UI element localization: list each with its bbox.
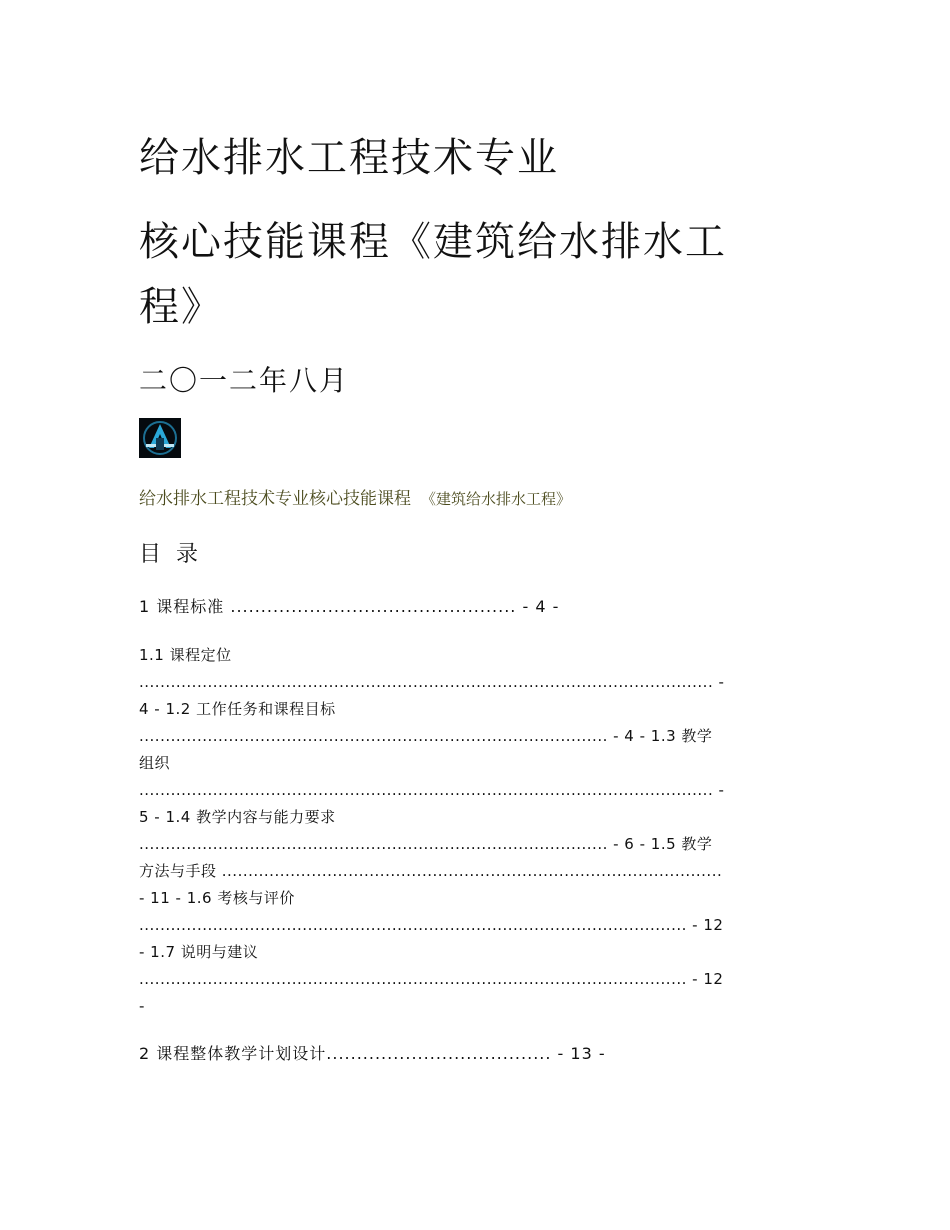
toc-line: ............................................................................................................. -	[139, 781, 725, 799]
toc-line: 1 课程标准 ............................................... - 4 -	[139, 597, 560, 616]
toc-line: ......................................................................................... - 4 - 1.3 教学	[139, 727, 713, 745]
toc-line: 4 - 1.2 工作任务和课程目标	[139, 700, 336, 718]
toc-line: ......................................................................................... - 6 - 1.5 教学	[139, 835, 713, 853]
cover-title-line-1: 给水排水工程技术专业	[139, 135, 559, 181]
toc-line: 方法与手段 ...............................................................................................	[139, 862, 723, 880]
emblem-logo-icon	[139, 418, 181, 458]
toc-line: 2 课程整体教学计划设计..................................... - 13 -	[139, 1044, 606, 1063]
toc-line: ........................................................................................................ - 12	[139, 970, 724, 988]
running-header-sub: 《建筑给水排水工程》	[421, 490, 572, 508]
toc-heading: 目 录	[139, 542, 202, 567]
running-header	[139, 488, 571, 510]
toc-line: -	[139, 997, 145, 1015]
cover-title-line-2: 核心技能课程《建筑给水排水工	[139, 219, 727, 265]
running-header-main: 给水排水工程技术专业核心技能课程	[139, 489, 411, 509]
cover-title-line-3: 程》	[139, 284, 223, 330]
toc-line: ............................................................................................................. -	[139, 673, 725, 691]
toc-line: 1.1 课程定位	[139, 646, 232, 664]
cover-date: 二〇一二年八月	[139, 364, 350, 397]
toc-line: - 1.7 说明与建议	[139, 943, 259, 961]
toc-line: 5 - 1.4 教学内容与能力要求	[139, 808, 336, 826]
toc-line: - 11 - 1.6 考核与评价	[139, 889, 295, 907]
toc-line: ........................................................................................................ - 12	[139, 916, 724, 934]
toc-line: 组织	[139, 754, 171, 772]
